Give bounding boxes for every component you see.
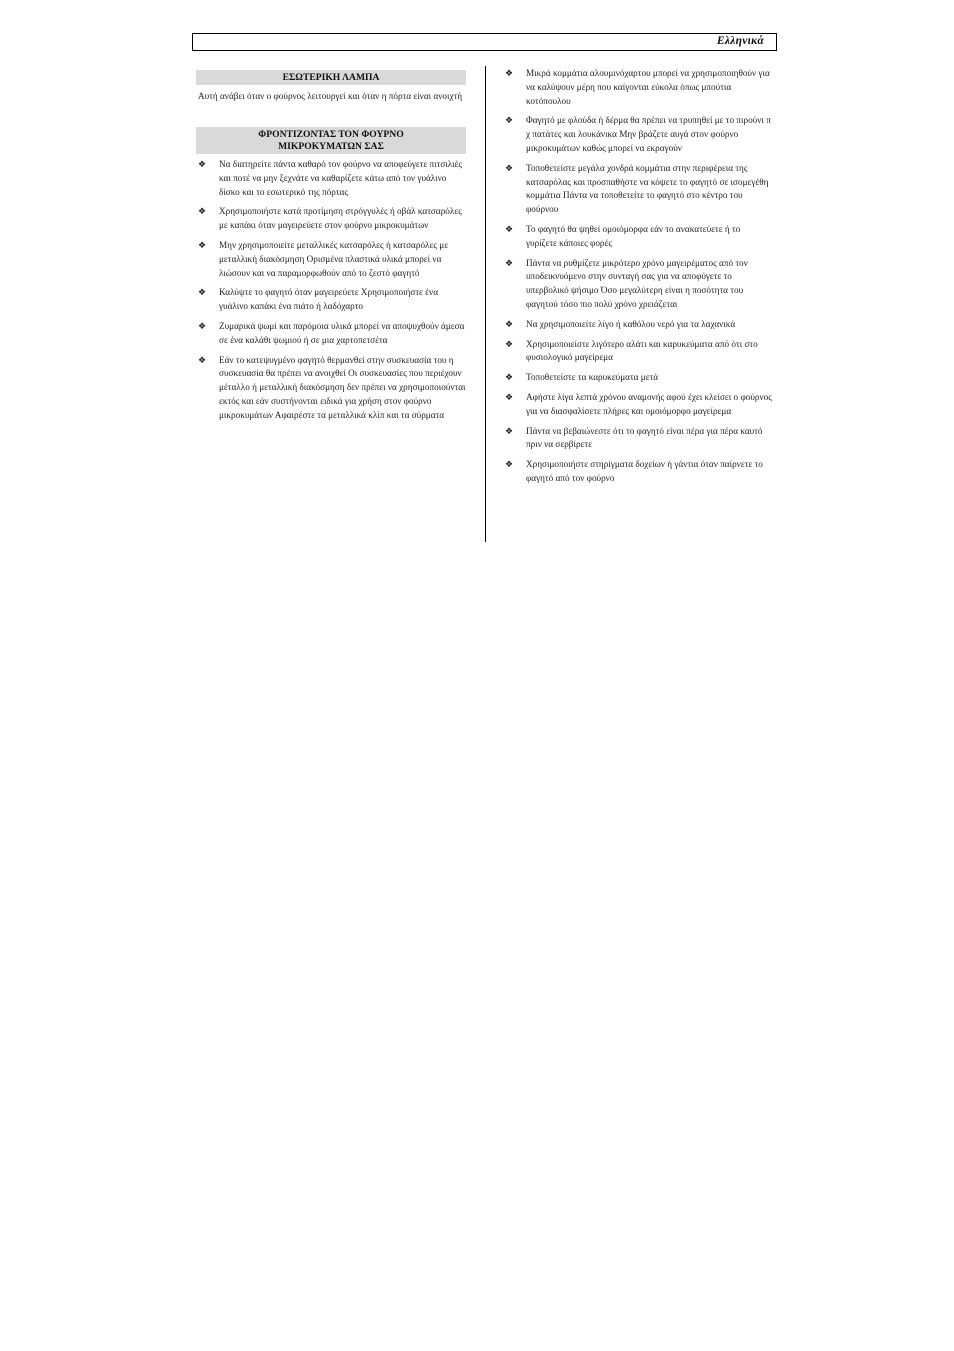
list-item: [503, 67, 773, 108]
diamond-bullet-icon: ❖: [505, 68, 514, 78]
list-item-text: Αφήστε λίγα λεπτά χρόνου αναμονής αφού έχει κλείσει ο φούρνος για να διασφαλίσετε πλήρες και ομοιόμορφο μαγείρεμα: [526, 391, 772, 416]
list-item-text: Χρησιμοποιήστε στηρίγματα δοχείων ή γάντια όταν παίρνετε το φαγητό από τον φούρνο: [526, 459, 763, 483]
care-section-title: [196, 127, 466, 154]
diamond-bullet-icon: ❖: [505, 459, 514, 470]
list-item: [503, 338, 773, 366]
list-item: [196, 286, 466, 314]
list-item-text: Φαγητό με φλούδα ή δέρμα θα πρέπει να τρυπηθεί με το πιρούνι π χ πατάτες και λουκάνικα Μην βράζετε αυγά στον φούρνο μικροκυμάτων καθώς μπορεί να εκραγούν: [526, 115, 771, 153]
page-header: [192, 33, 777, 51]
diamond-bullet-icon: ❖: [198, 354, 207, 365]
list-item: [196, 354, 466, 423]
lamp-section-title: [196, 70, 466, 85]
list-item-text: Καλύψτε το φαγητό όταν μαγειρεύετε Χρησιμοποιήστε ένα γυάλινο καπάκι ένα πιάτο ή λαδόχαρτο: [219, 287, 439, 312]
care-bullet-list: [196, 158, 466, 423]
list-item-text: Χρησιμοποιείστε λιγότερο αλάτι και καρυκεύματα από ότι στο φυσιολογικό μαγείρεμα: [526, 338, 758, 363]
list-item: [196, 320, 466, 348]
diamond-bullet-icon: ❖: [198, 239, 207, 250]
list-item: [196, 239, 466, 280]
tips-bullet-list: [503, 67, 773, 486]
list-item: [503, 223, 773, 251]
list-item: [503, 425, 773, 453]
list-item-text: Τοποθετείστε τα καρυκεύματα μετά: [526, 372, 659, 383]
diamond-bullet-icon: ❖: [505, 162, 514, 173]
care-section-title-line2: ΜΙΚΡΟΚΥΜΑΤΩΝ ΣΑΣ: [278, 141, 384, 152]
diamond-bullet-icon: ❖: [198, 206, 207, 217]
list-item: [503, 318, 773, 332]
list-item-text: Ζυμαρικά ψωμί και παρόμοια υλικά μπορεί να αποψυχθούν άμεσα σε ένα καλάθι ψωμιού ή σε μια χαρτοπετσέτα: [219, 320, 465, 345]
lamp-section-text: Αυτή ανάβει όταν ο φούρνος λειτουργεί και όταν η πόρτα είναι ανοιχτή: [198, 91, 463, 101]
diamond-bullet-icon: ❖: [505, 257, 514, 268]
diamond-bullet-icon: ❖: [505, 318, 514, 329]
care-section-title-line1: ΦΡΟΝΤΙΖΟΝΤΑΣ ΤΟΝ ΦΟΥΡΝΟ: [258, 129, 404, 140]
column-divider: [485, 66, 486, 542]
right-column: [503, 67, 773, 492]
list-item-text: Εάν το κατεψυγμένο φαγητό θερμανθεί στην συσκευασία του η συσκευασία θα πρέπει να ανοιχθεί Οι συσκευασίες που περιέχουν μέταλλο ή μεταλλική διακόσμηση δεν πρέπει να χρησιμοποιούνται εκτός και εάν συστήνονται ειδικά για χρήση στον φούρνο μικροκυμάτων Αφαιρέστε τα μεταλλικά κλίπ και τα σύρματα: [219, 354, 466, 420]
list-item-text: Να χρησιμοποιείτε λίγο ή καθόλου νερό για τα λαχανικά: [526, 318, 736, 329]
list-item-text: Μην χρησιμοποιείτε μεταλλικές κατσαρόλες ή κατσαρόλες με μεταλλική διακόσμηση Ορισμένα πλαστικά υλικά μπορεί να λιώσουν και να παραμορφωθούν από το ζεστό φαγητό: [219, 239, 449, 278]
list-item-text: Χρησιμοποιήστε κατά προτίμηση στρόγγυλές ή οβάλ κατσαρόλες με καπάκι όταν μαγειρεύετε στον φούρνο μικροκυμάτων: [219, 206, 462, 231]
list-item-text: Μικρά κομμάτια αλουμινόχαρτου μπορεί να χρησιμοποιηθούν για να καλύψουν μέρη που καίγονται εύκολα όπως μπούτια κοτόπουλου: [526, 68, 770, 106]
list-item: [503, 162, 773, 217]
list-item: [503, 371, 773, 385]
list-item-text: Τοποθετείστε μεγάλα χονδρά κομμάτια στην περιφέρεια της κατσαρόλας και προσπαθήστε να κόψετε το φαγητό σε ισομεγέθη κομμάτια Πάντα να τοποθετείτε το φαγητό στο κέντρο του φούρνου: [526, 162, 769, 215]
list-item-text: Πάντα να ρυθμίζετε μικρότερο χρόνο μαγειρέματος από τον υποδεικνυόμενο στην συνταγή σας για να αποφύγετε το υπερβολικό ψήσιμο Όσο μεγαλύτερη είναι η ποσότητα του φαγητού τόσο πιο πολύ χρόνο χρειάζεται: [526, 257, 748, 309]
diamond-bullet-icon: ❖: [505, 391, 514, 402]
list-item: [503, 257, 773, 312]
list-item: [503, 114, 773, 155]
diamond-bullet-icon: ❖: [505, 425, 514, 436]
diamond-bullet-icon: ❖: [505, 338, 514, 349]
list-item-text: Το φαγητό θα ψηθεί ομοιόμορφα εάν το ανακατεύετε ή το γυρίζετε κάποιες φορές: [526, 223, 741, 248]
diamond-bullet-icon: ❖: [198, 320, 207, 331]
language-label: Ελληνικά: [716, 35, 764, 47]
list-item-text: Να διατηρείτε πάντα καθαρό τον φούρνο να αποφεύγετε πιτσιλιές και ποτέ να μην ξεχνάτε να καθαρίζετε κάτω από τον γυάλινο δίσκο και το εσωτερικό της πόρτας: [219, 159, 463, 197]
lamp-section-title-text: ΕΣΩΤΕΡΙΚΗ ΛΑΜΠΑ: [282, 72, 380, 83]
list-item: [503, 391, 773, 419]
diamond-bullet-icon: ❖: [198, 287, 207, 298]
list-item: [196, 158, 466, 199]
diamond-bullet-icon: ❖: [505, 115, 514, 126]
diamond-bullet-icon: ❖: [198, 159, 207, 169]
diamond-bullet-icon: ❖: [505, 223, 514, 234]
left-column: [196, 70, 466, 429]
list-item-text: Πάντα να βεβαιώνεστε ότι το φαγητό είναι πέρα για πέρα καυτό πριν να σερβίρετε: [526, 425, 763, 450]
list-item: [196, 205, 466, 233]
list-item: [503, 458, 773, 486]
diamond-bullet-icon: ❖: [505, 372, 514, 383]
